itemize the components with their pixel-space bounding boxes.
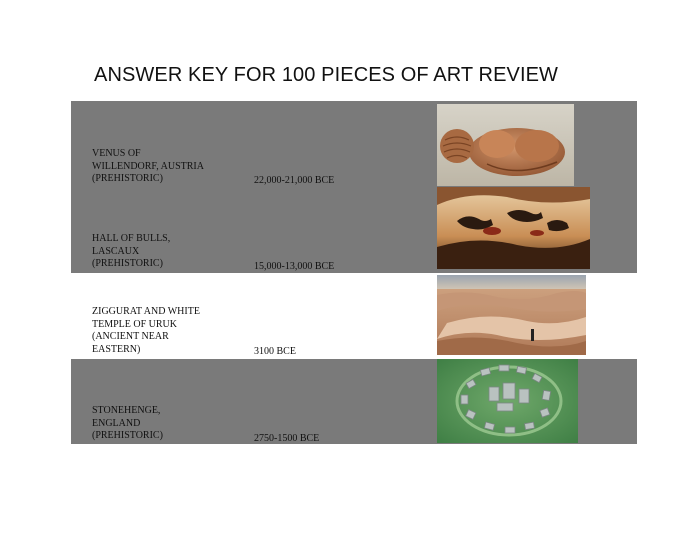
artwork-date: 3100 BCE	[254, 346, 296, 357]
artwork-name: HALL OF BULLS, LASCAUX (PREHISTORIC)	[92, 233, 171, 269]
artwork-date: 2750-1500 BCE	[254, 433, 320, 444]
artwork-date: 15,000-13,000 BCE	[254, 261, 335, 272]
page-title: ANSWER KEY FOR 100 PIECES OF ART REVIEW	[94, 64, 559, 86]
hall-of-bulls-cave-photo	[437, 187, 590, 269]
artwork-date: 22,000-21,000 BCE	[254, 175, 335, 186]
ziggurat-uruk-photo	[437, 275, 586, 355]
artwork-name: STONEHENGE, ENGLAND (PREHISTORIC)	[92, 405, 163, 441]
artwork-name: ZIGGURAT AND WHITE TEMPLE OF URUK (ANCIENT NEAR EASTERN)	[92, 306, 200, 355]
venus-of-willendorf-photo	[437, 104, 574, 186]
artwork-name: VENUS OF WILLENDORF, AUSTRIA (PREHISTORIC)	[92, 148, 204, 184]
stonehenge-aerial-photo	[437, 359, 578, 443]
